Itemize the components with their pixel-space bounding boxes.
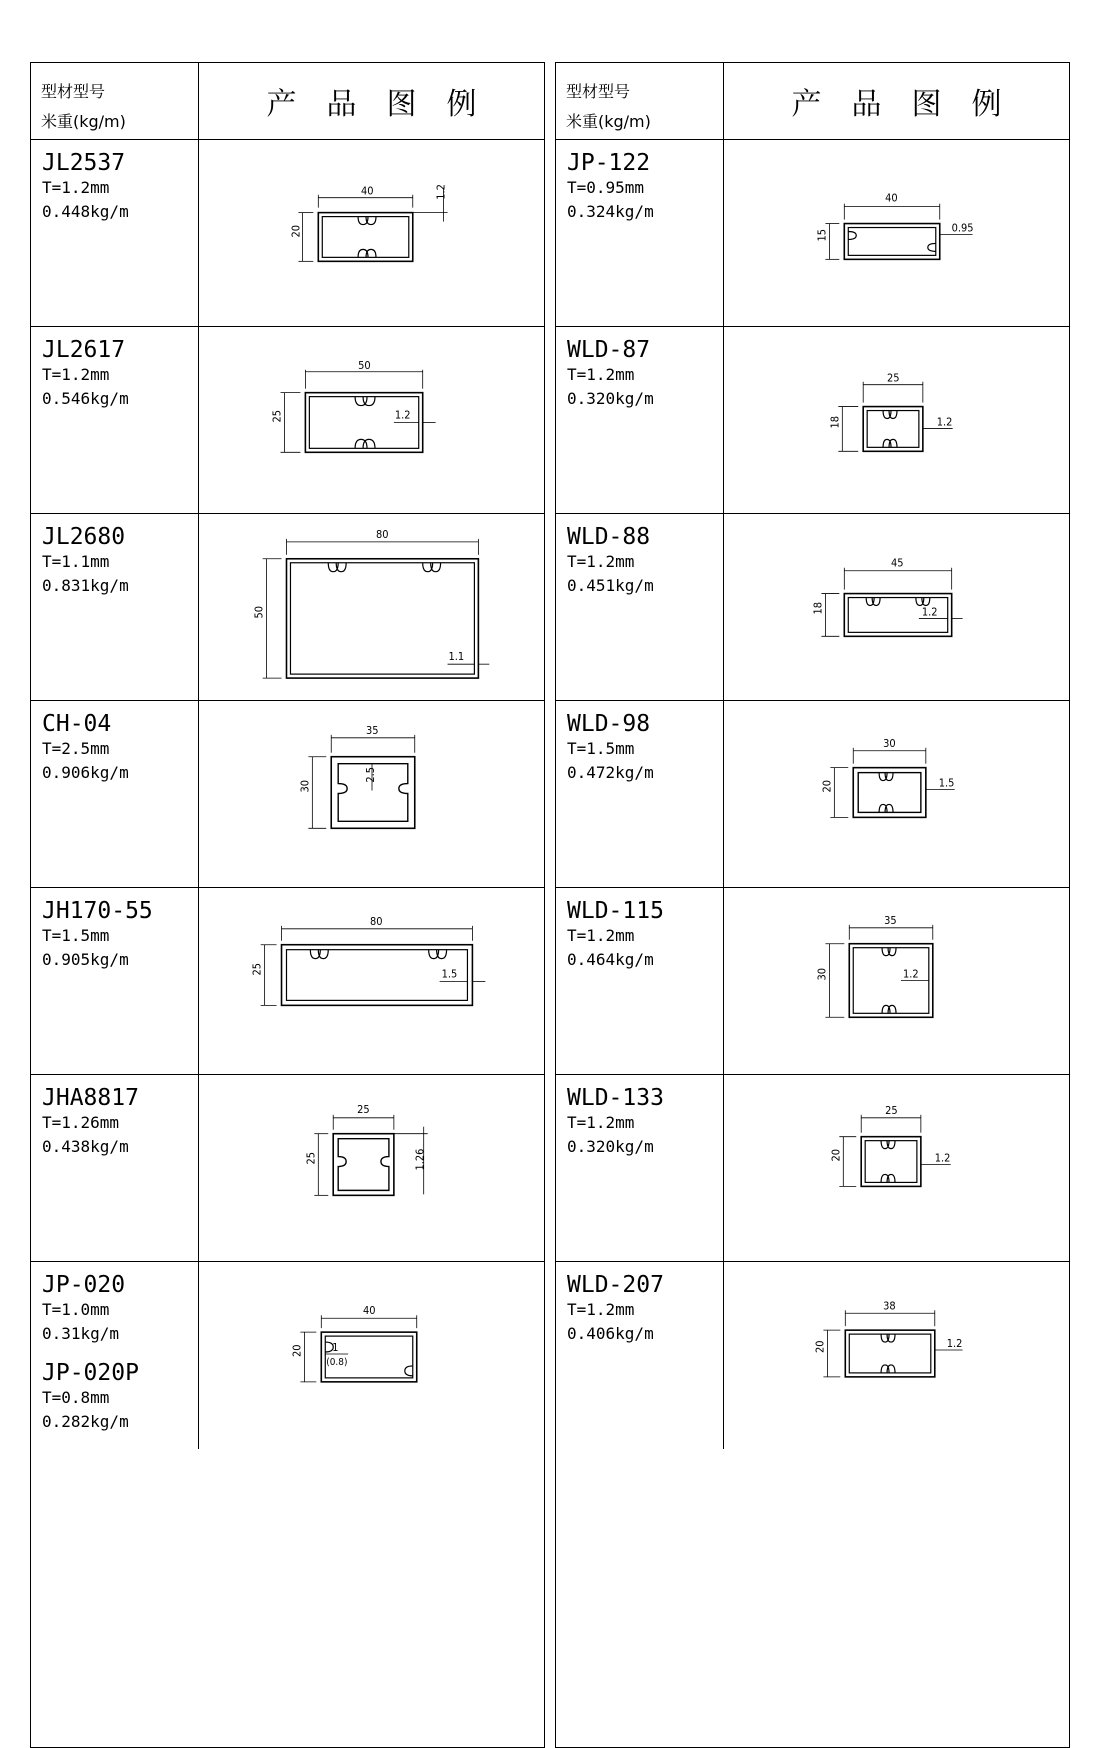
model-name: WLD-115 <box>567 898 664 924</box>
product-figure <box>198 1075 544 1261</box>
product-figure <box>723 888 1069 1074</box>
dim-width: 25 <box>887 371 900 385</box>
dim-wall: 1.2 <box>434 184 448 200</box>
thickness: T=2.5mm <box>42 739 110 758</box>
model-name: WLD-98 <box>567 711 651 737</box>
product-figure <box>198 1262 544 1449</box>
meter-weight: 0.438kg/m <box>42 1137 129 1156</box>
meter-weight: 0.324kg/m <box>567 202 654 221</box>
dim-width: 40 <box>363 1304 376 1318</box>
dim-height: 30 <box>298 779 312 793</box>
dim-height: 25 <box>270 409 284 423</box>
product-figure <box>198 514 544 700</box>
dim-width: 80 <box>370 914 383 928</box>
profile-drawing <box>333 1134 394 1196</box>
meter-weight: 0.31kg/m <box>42 1324 120 1343</box>
model-name: JHA8817 <box>42 1085 139 1111</box>
product-info <box>31 514 198 700</box>
dimension-lines <box>314 1115 427 1196</box>
product-info <box>556 327 723 513</box>
product-info <box>31 701 198 887</box>
model-name: JP-122 <box>567 150 651 176</box>
product-info <box>556 140 723 326</box>
dimension-lines <box>821 568 962 637</box>
dim-width: 40 <box>361 184 374 198</box>
model-name: WLD-207 <box>567 1272 664 1298</box>
meter-weight: 0.472kg/m <box>567 763 654 782</box>
product-figure <box>723 140 1069 326</box>
product-figure <box>723 1262 1069 1449</box>
meter-weight: 0.320kg/m <box>567 1137 654 1156</box>
model-name: WLD-133 <box>567 1085 664 1111</box>
model-name-alt: JP-020P <box>42 1360 139 1386</box>
product-figure <box>198 140 544 326</box>
thickness-alt: T=0.8mm <box>42 1388 110 1407</box>
dim-height: 18 <box>828 415 842 429</box>
model-name: JL2680 <box>42 524 126 550</box>
table-row <box>31 888 544 1075</box>
dim-width: 38 <box>883 1299 896 1313</box>
dim-wall: 1.1 <box>448 650 465 664</box>
table-row <box>556 1262 1069 1449</box>
header-model-label: 型材型号 <box>41 82 106 101</box>
thickness: T=1.2mm <box>567 365 635 384</box>
product-info <box>556 1075 723 1261</box>
dimension-lines <box>261 926 486 1006</box>
meter-weight: 0.546kg/m <box>42 389 129 408</box>
thickness: T=1.2mm <box>567 552 635 571</box>
product-info <box>31 888 198 1074</box>
dim-width: 40 <box>885 191 898 205</box>
model-name: JP-020 <box>42 1272 126 1298</box>
table-row <box>556 514 1069 701</box>
dim-width: 45 <box>891 556 904 570</box>
table-row <box>556 327 1069 514</box>
dim-wall: 1.5 <box>441 967 458 981</box>
table-row <box>31 327 544 514</box>
product-figure <box>198 701 544 887</box>
dim-height: 20 <box>289 224 303 238</box>
dim-height: 20 <box>829 1149 843 1162</box>
right-header-figure: 产品图例 <box>723 63 1069 139</box>
dim-wall: 1 <box>332 1341 339 1355</box>
dim-width: 30 <box>883 736 896 750</box>
model-name: JH170-55 <box>42 898 153 924</box>
dim-width: 35 <box>884 913 897 927</box>
thickness: T=1.1mm <box>42 552 110 571</box>
table-row <box>31 514 544 701</box>
thickness: T=1.2mm <box>567 1113 635 1132</box>
dimension-lines <box>300 1315 416 1382</box>
table-row <box>556 1075 1069 1262</box>
header-weight-label: 米重(kg/m) <box>566 112 651 131</box>
profile-drawing <box>853 768 926 818</box>
left-header-figure: 产品图例 <box>198 63 544 139</box>
table-row <box>31 701 544 888</box>
dim-wall: 1.26 <box>413 1148 427 1171</box>
table-row <box>556 888 1069 1075</box>
dim-wall: 1.2 <box>394 408 411 422</box>
dim-wall-alt: (0.8) <box>326 1356 348 1368</box>
meter-weight-alt: 0.282kg/m <box>42 1412 129 1431</box>
header-model-label: 型材型号 <box>566 82 631 101</box>
product-info <box>556 1262 723 1449</box>
dim-wall: 2.5 <box>363 766 377 783</box>
product-figure <box>198 327 544 513</box>
product-figure <box>198 888 544 1074</box>
table-row <box>31 140 544 327</box>
product-info <box>31 1262 198 1449</box>
dim-wall: 1.2 <box>946 1337 963 1351</box>
dim-height: 20 <box>820 779 834 793</box>
dim-wall: 1.2 <box>934 1151 951 1165</box>
dim-height: 25 <box>304 1152 318 1165</box>
dim-height: 15 <box>815 228 829 242</box>
product-info <box>31 327 198 513</box>
profile-drawing <box>318 213 412 262</box>
meter-weight: 0.831kg/m <box>42 576 129 595</box>
table-row <box>31 1262 544 1449</box>
header-weight-label: 米重(kg/m) <box>41 112 126 131</box>
thickness: T=1.0mm <box>42 1300 110 1319</box>
meter-weight: 0.448kg/m <box>42 202 129 221</box>
profile-drawing <box>861 1137 921 1187</box>
dim-wall: 1.2 <box>921 605 938 619</box>
meter-weight: 0.320kg/m <box>567 389 654 408</box>
left-table <box>30 62 545 1748</box>
product-figure <box>723 514 1069 700</box>
dim-wall: 1.2 <box>902 967 919 981</box>
meter-weight: 0.451kg/m <box>567 576 654 595</box>
product-figure <box>723 701 1069 887</box>
dim-width: 50 <box>358 358 371 372</box>
thickness: T=1.2mm <box>42 178 110 197</box>
profile-drawing <box>845 1330 934 1377</box>
meter-weight: 0.464kg/m <box>567 950 654 969</box>
right-table <box>555 62 1070 1748</box>
table-row <box>31 1075 544 1262</box>
dim-wall: 0.95 <box>951 221 974 235</box>
dim-width: 80 <box>375 527 389 541</box>
product-figure <box>723 1075 1069 1261</box>
model-name: JL2537 <box>42 150 126 176</box>
dim-width: 25 <box>885 1103 898 1117</box>
model-name: CH-04 <box>42 711 112 737</box>
dim-height: 20 <box>290 1344 304 1357</box>
dim-height: 30 <box>815 967 829 981</box>
model-name: WLD-87 <box>567 337 651 363</box>
thickness: T=1.2mm <box>42 365 110 384</box>
dim-height: 25 <box>250 963 264 976</box>
profile-drawing <box>844 224 939 260</box>
dimension-lines <box>823 1310 962 1377</box>
left-header-row <box>31 63 544 140</box>
dim-wall: 1.5 <box>938 776 955 790</box>
product-info <box>556 514 723 700</box>
meter-weight: 0.906kg/m <box>42 763 129 782</box>
profile-drawing <box>863 407 923 452</box>
right-header-model <box>566 77 651 137</box>
table-row <box>556 140 1069 327</box>
dim-width: 25 <box>357 1102 370 1116</box>
thickness: T=1.26mm <box>42 1113 120 1132</box>
dim-wall: 1.2 <box>936 415 953 429</box>
thickness: T=1.5mm <box>567 739 635 758</box>
thickness: T=1.2mm <box>567 1300 635 1319</box>
dimension-lines <box>825 204 972 260</box>
product-info <box>31 1075 198 1261</box>
thickness: T=1.2mm <box>567 926 635 945</box>
thickness: T=0.95mm <box>567 178 645 197</box>
dim-height: 20 <box>813 1340 827 1354</box>
product-figure <box>723 327 1069 513</box>
right-header-row <box>556 63 1069 140</box>
product-info <box>556 888 723 1074</box>
product-info <box>556 701 723 887</box>
meter-weight: 0.905kg/m <box>42 950 129 969</box>
thickness: T=1.5mm <box>42 926 110 945</box>
product-info <box>31 140 198 326</box>
dimension-lines <box>308 735 414 828</box>
model-name: WLD-88 <box>567 524 651 550</box>
model-name: JL2617 <box>42 337 126 363</box>
table-row <box>556 701 1069 888</box>
dim-height: 18 <box>811 601 825 615</box>
dim-width: 35 <box>366 723 379 737</box>
meter-weight: 0.406kg/m <box>567 1324 654 1343</box>
dim-height: 50 <box>252 605 266 619</box>
left-header-model <box>41 77 126 137</box>
